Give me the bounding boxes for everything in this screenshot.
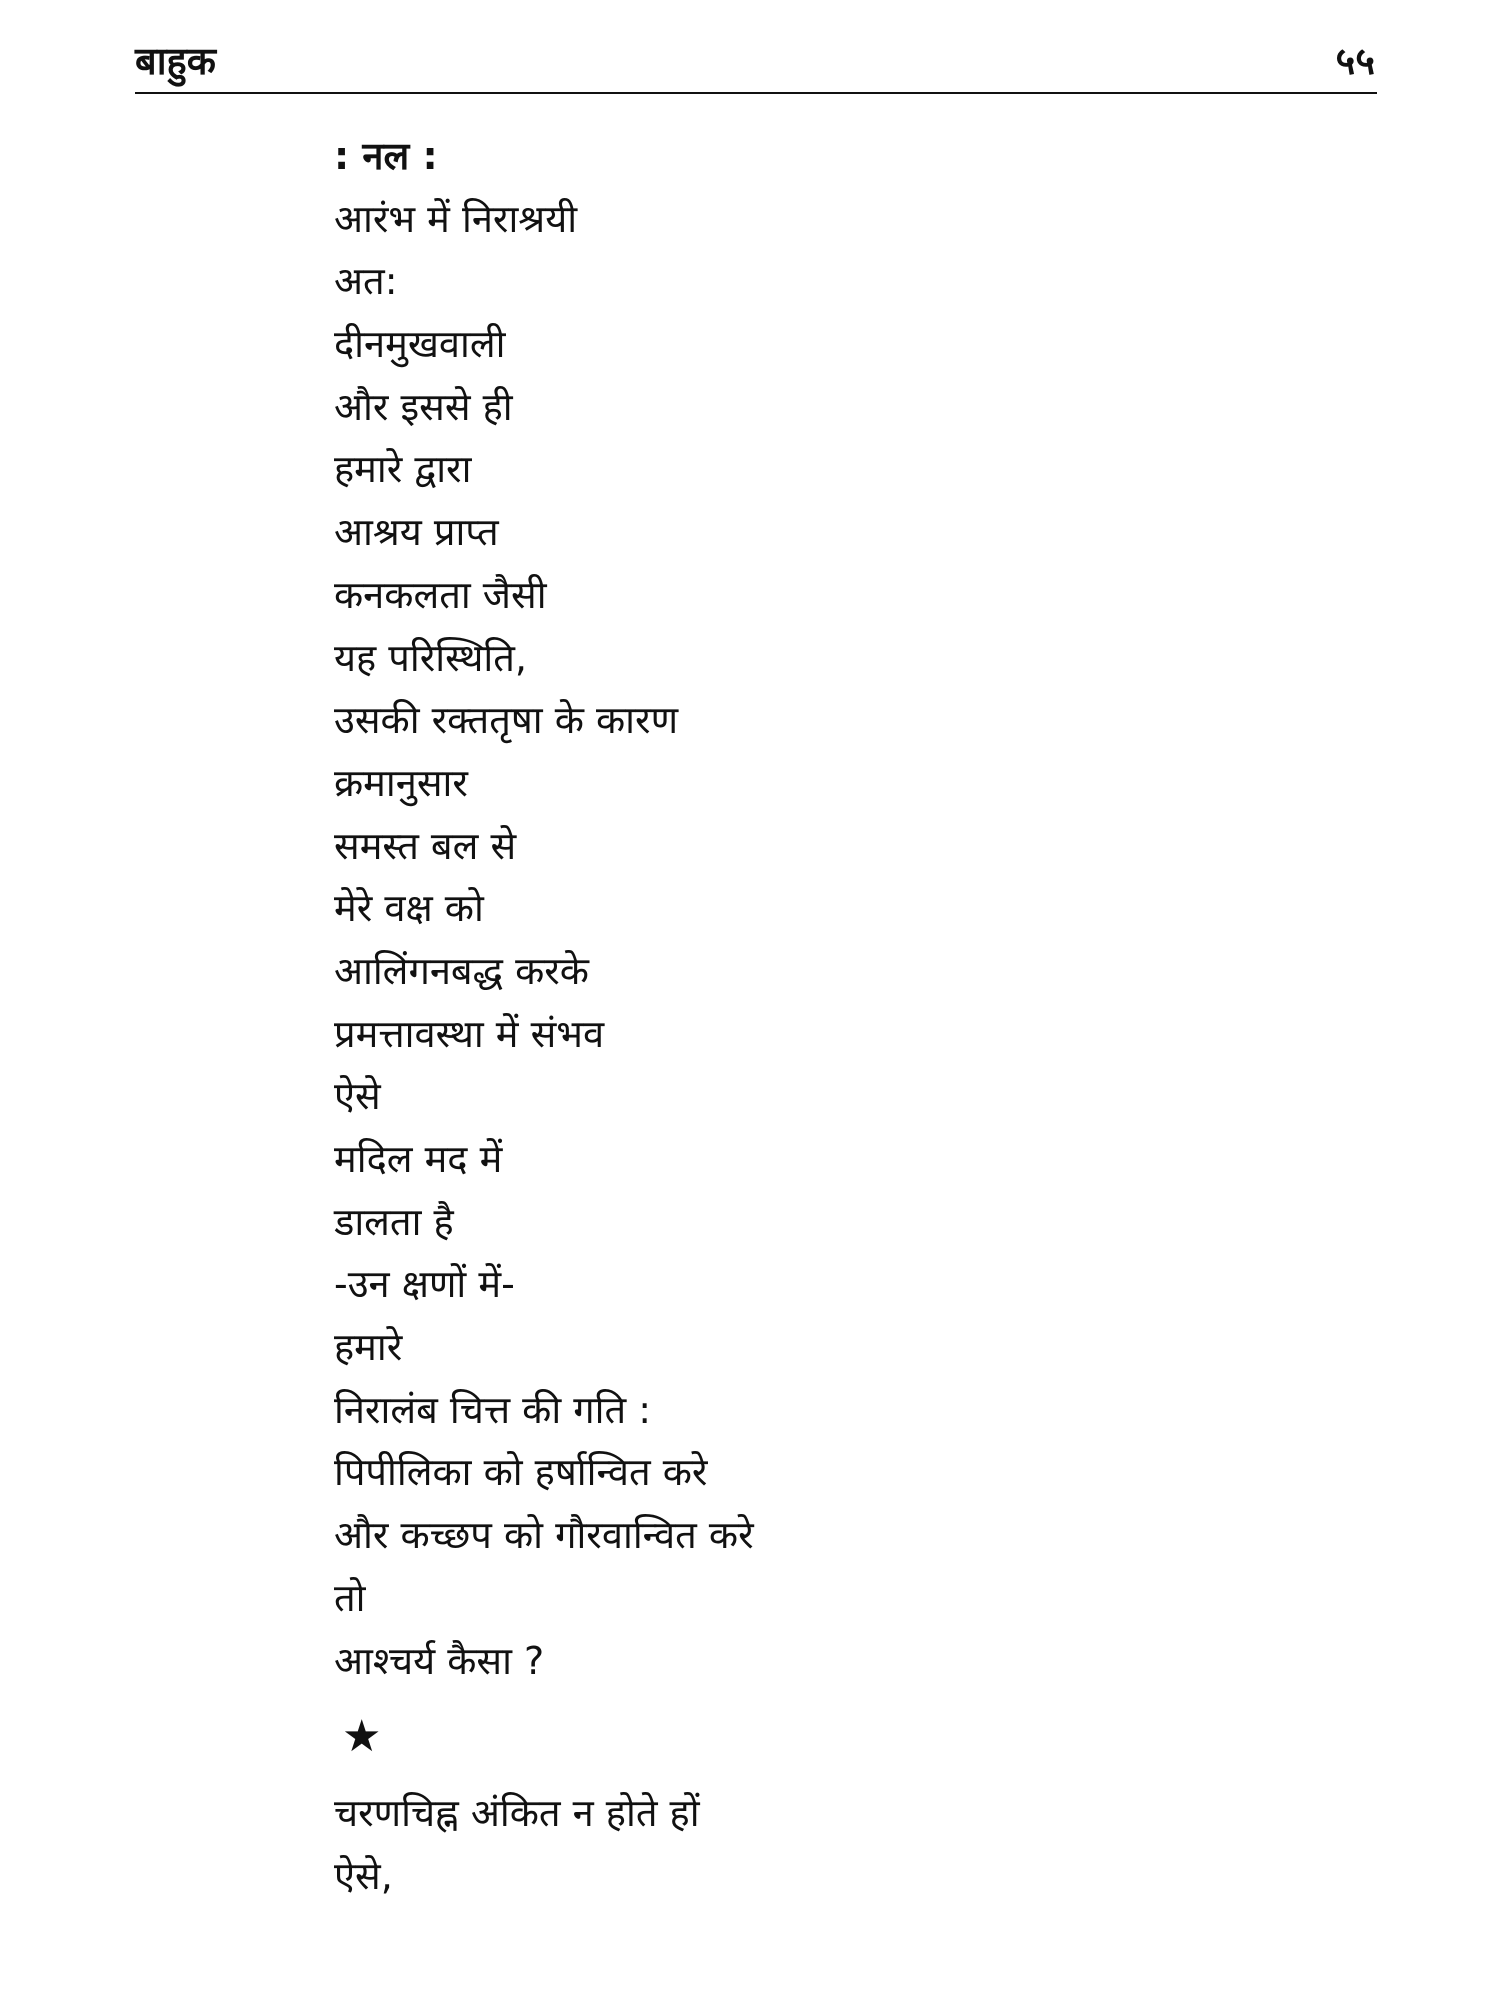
verse-line: चरणचिह्न अंकित न होते हों (334, 1791, 700, 1836)
verse-line: यह परिस्थिति, (334, 635, 527, 680)
star-divider-icon: ★ (342, 1711, 382, 1763)
verse-line: आश्चर्य कैसा ? (334, 1638, 545, 1683)
page-header (135, 34, 1375, 88)
verse-line: मदिल मद में (334, 1137, 503, 1181)
verse-line: हमारे (334, 1325, 403, 1370)
section-heading: : नल : (334, 134, 438, 178)
verse-line: डालता है (334, 1199, 454, 1244)
poem-body (334, 125, 1334, 1908)
verse-line: अत: (334, 259, 398, 304)
verse-line: -उन क्षणों में- (334, 1262, 515, 1307)
verse-line: मेरे वक्ष को (334, 886, 484, 931)
verse-line: निरालंब चित्त की गति : (334, 1387, 652, 1432)
verse-line: आरंभ में निराश्रयी (334, 196, 578, 241)
verse-line: और कच्छप को गौरवान्वित करे (334, 1513, 754, 1558)
verse-line: ऐसे, (334, 1853, 393, 1898)
verse-line: समस्त बल से (334, 823, 517, 868)
verse-line: और इससे ही (334, 384, 513, 429)
verse-line: पिपीलिका को हर्षान्वित करे (334, 1450, 708, 1495)
verse-line: ऐसे (334, 1074, 381, 1119)
header-rule (135, 92, 1377, 94)
verse-line: कनकलता जैसी (334, 572, 547, 617)
verse-line: आश्रय प्राप्त (334, 510, 499, 555)
verse-line: उसकी रक्ततृषा के कारण (334, 698, 679, 743)
verse-line: क्रमानुसार (334, 760, 468, 805)
verse-line: दीनमुखवाली (334, 322, 506, 367)
page-number: ५५ (1335, 39, 1375, 83)
verse-line: हमारे द्वारा (334, 447, 472, 492)
verse-line: आलिंगनबद्ध करके (334, 948, 589, 993)
running-title: बाहुक (135, 39, 216, 83)
verse-line: प्रमत्तावस्था में संभव (334, 1011, 605, 1056)
verse-line: तो (334, 1575, 366, 1620)
